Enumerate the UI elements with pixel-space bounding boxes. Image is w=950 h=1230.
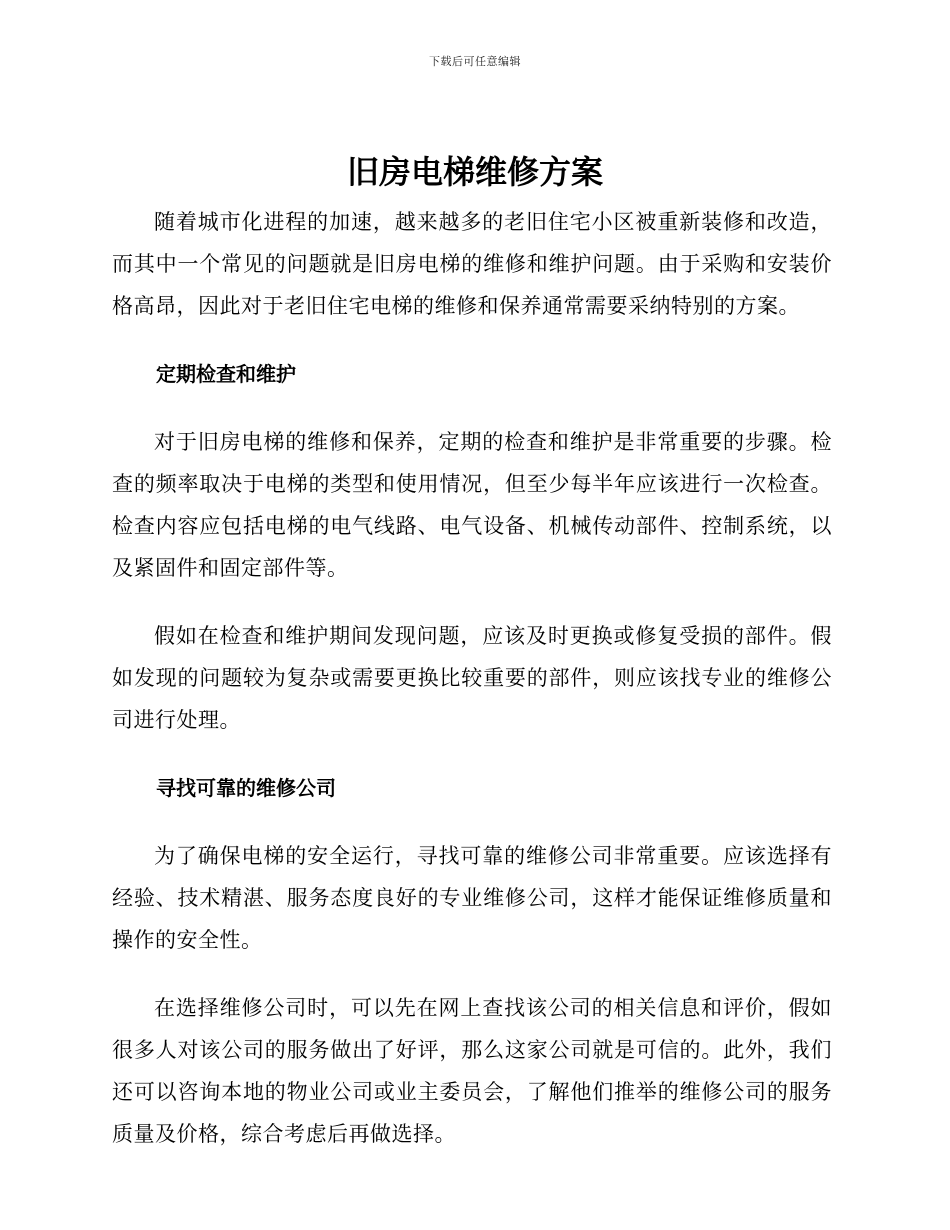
inspection-paragraph-2: 假如在检查和维护期间发现问题，应该及时更换或修复受损的部件。假如发现的问题较为复杂或需要更换比较重要的部件，则应该找专业的维修公司进行处理。 (112, 624, 832, 732)
section-heading-company: 寻找可靠的维修公司 (156, 776, 336, 800)
document-body (112, 201, 832, 1155)
intro-paragraph: 随着城市化进程的加速，越来越多的老旧住宅小区被重新装修和改造，而其中一个常见的问题就是旧房电梯的维修和维护问题。由于采购和安装价格高昂，因此对于老旧住宅电梯的维修和保养通常需要采纳特别的方案。 (112, 210, 832, 318)
company-paragraph-1: 为了确保电梯的安全运行，寻找可靠的维修公司非常重要。应该选择有经验、技术精湛、服务态度良好的专业维修公司，这样才能保证维修质量和操作的安全性。 (112, 844, 832, 952)
inspection-paragraph-1: 对于旧房电梯的维修和保养，定期的检查和维护是非常重要的步骤。检查的频率取决于电梯的类型和使用情况，但至少每半年应该进行一次检查。检查内容应包括电梯的电气线路、电气设备、机械传动部件、控制系统，以及紧固件和固定部件等。 (112, 430, 832, 580)
company-paragraph-2: 在选择维修公司时，可以先在网上查找该公司的相关信息和评价，假如很多人对该公司的服务做出了好评，那么这家公司就是可信的。此外，我们还可以咨询本地的物业公司或业主委员会，了解他们推举的维修公司的服务质量及价格，综合考虑后再做选择。 (112, 996, 832, 1146)
header-note: 下载后可任意编辑 (429, 55, 521, 68)
document-title: 旧房电梯维修方案 (346, 153, 603, 191)
section-heading-inspection: 定期检查和维护 (156, 362, 296, 386)
